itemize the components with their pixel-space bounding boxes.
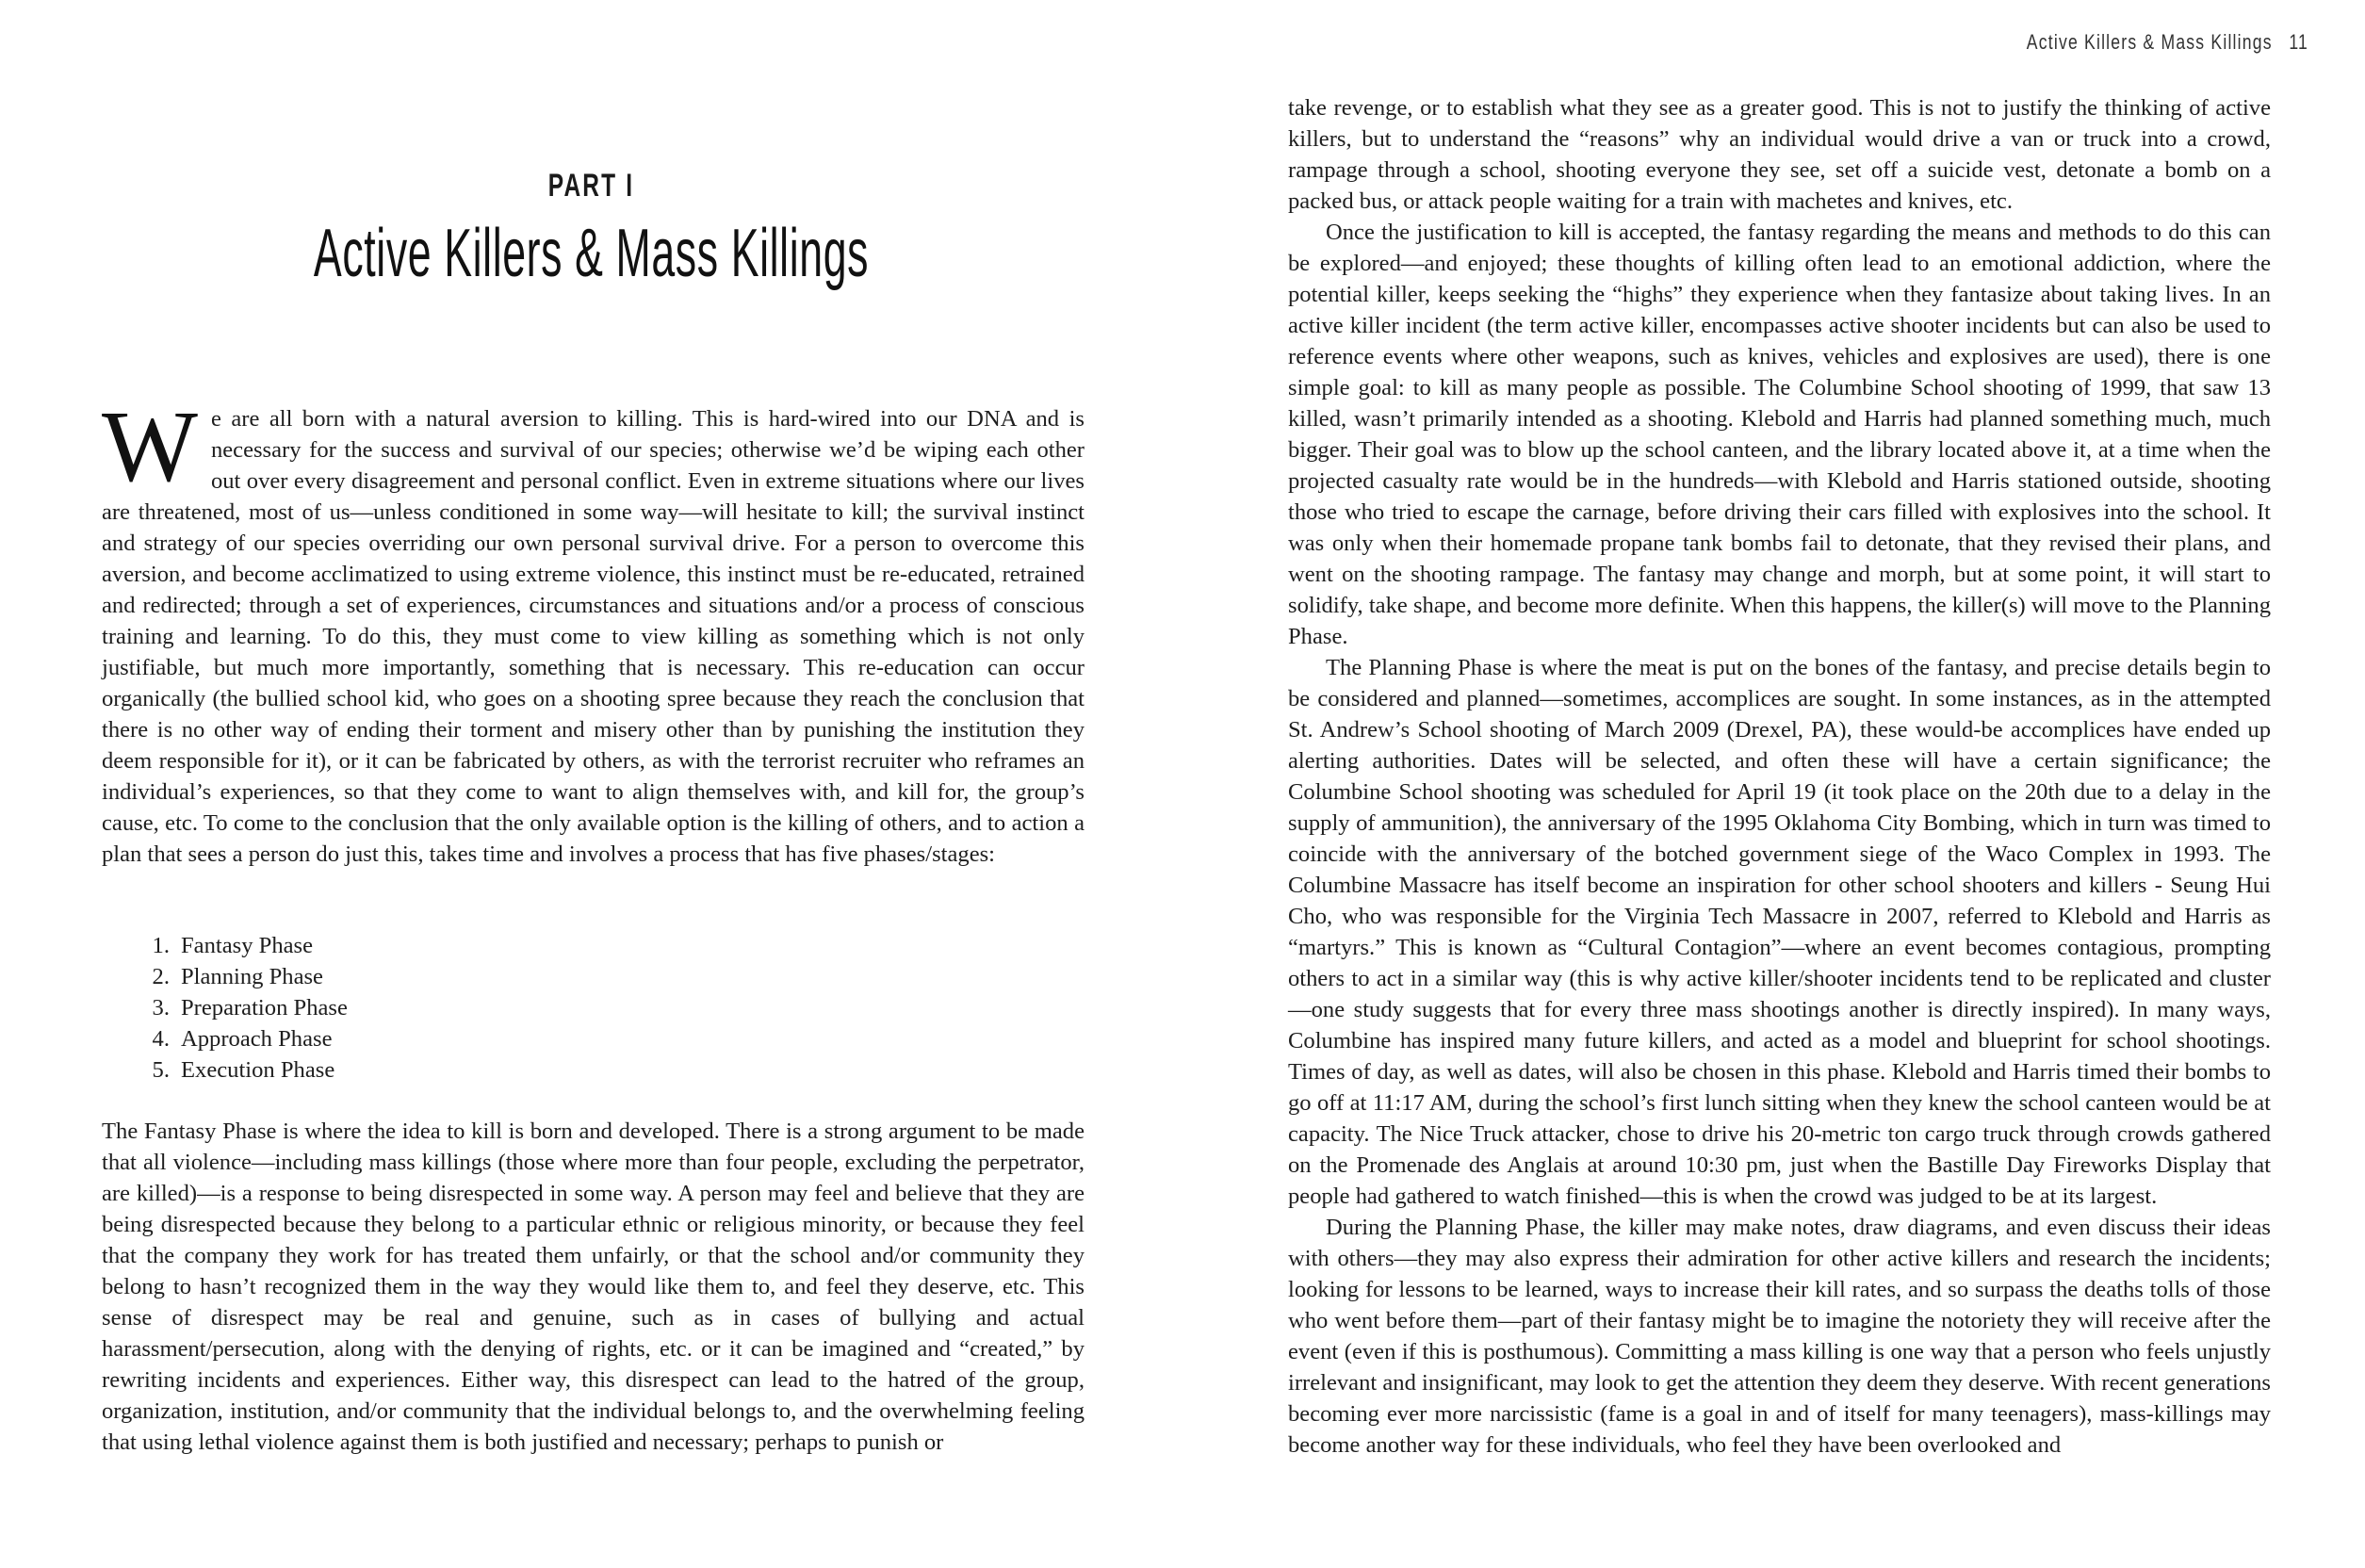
fantasy-paragraph: The Fantasy Phase is where the idea to kill is born and developed. There is a strong argument to be made that all violence—including mass killings (those where more than four people, excluding the perpetrator, are killed)—is a response to being disrespected in some way. A person may feel and believe that they are being disrespected because they belong to a particular ethnic or religious minority, or because they feel that the company they work for has treated them unfairly, or that the school and/or community they belong to hasn’t recognized them in the way they would like them to, and feel they deserve, etc. This sense of disrespect may be real and genuine, such as in cases of bullying and actual harassment/persecution, along with the denying of rights, etc. or it can be imagined and “created,” by rewriting incidents and experiences. Either way, this disrespect can lead to the hatred of the group, organization, institution, and/or community that the individual belongs to, and the overwhelming feeling that using lethal violence against them is both justified and necessary; perhaps to punish or xyxy=(102,1119,1085,1455)
paragraph: During the Planning Phase, the killer may make notes, draw diagrams, and even discuss their ideas with others—they may also express their admiration for other active killers and research the incidents; looking for lessons to be learned, ways to increase their kill rates, and so surpass the deaths tolls of those who went before them—part of their fantasy might be to imagine the notoriety they will receive after the event (even if this is posthumous). Committing a mass killing is one way that a person who feels unjustly irrelevant and insignificant, may look to get the attention they deem they deserve. With recent generations becoming ever more narcissistic (fame is a goal in and of itself for many teenagers), mass-killings may become another way for these individuals, who feel they have been overlooked and xyxy=(1288,1215,2271,1458)
list-item: 1. Fantasy Phase xyxy=(152,933,314,958)
intro-paragraph xyxy=(102,391,1085,870)
part-title: Active Killers & Mass Killings xyxy=(313,216,870,291)
paragraph: Once the justification to kill is accepted, the fantasy regarding the means and methods to do this can be explored—and enjoyed; these thoughts of killing often lead to an emotional addiction, where the potential killer, keeps seeking the “highs” they experience when they fantasize about taking lives. In an active killer incident (the term active killer, encompasses active shooter incidents but can also be used to reference events where other weapons, such as knives, vehicles and explosives are used), there is one simple goal: to kill as many people as possible. The Columbine School shooting of 1999, that saw 13 killed, wasn’t primarily intended as a shooting. Klebold and Harris had planned something much, much bigger. Their goal was to blow up the school canteen, and the library located above it, at a time when the projected casualty rate would be in the hundreds—with Klebold and Harris stationed outside, shooting those who tried to escape the carnage, before driving their cars filled with explosives into the school. It was only when their homemade propane tank bombs fail to detonate, that they revised their plans, and went on the shooting rampage. The fantasy may change and morph, but at some point, it will start to solidify, take shape, and become more definite. When this happens, the killer(s) will move to the Planning Phase. xyxy=(1288,220,2271,649)
right-page xyxy=(1182,0,2365,1568)
left-page xyxy=(0,0,1182,1568)
running-head-title: Active Killers & Mass Killings xyxy=(2026,30,2273,54)
phase-list xyxy=(102,930,348,1086)
right-column xyxy=(1288,92,2271,1461)
list-item: 2. Planning Phase xyxy=(152,964,323,989)
list-item: 4. Approach Phase xyxy=(152,1026,333,1052)
list-item: 3. Preparation Phase xyxy=(152,995,348,1021)
part-label: PART I xyxy=(547,168,635,204)
dropcap: W xyxy=(102,391,198,503)
intro-text: e are all born with a natural aversion to killing. This is hard-wired into our DNA and is necessary for the success and survival of our species; otherwise we’d be wiping each other out over every disagreement and personal conflict. Even in extreme situations where our lives are threatened, most of us—unless conditioned in some way—will hesitate to kill; the survival instinct and strategy of our species overriding our own personal survival drive. For a person to overcome this aversion, and become acclimatized to using extreme violence, this instinct must be re-educated, retrained and redirected; through a set of experiences, circumstances and situations and/or a process of conscious training and learning. To do this, they must come to view killing as something which is not only justifiable, but much more importantly, something that is necessary. This re-education can occur organically (the bullied school kid, who goes on a shooting spree because they reach the conclusion that there is no other way of ending their torment and misery other than by punishing the institution they deem responsible for it), or it can be fabricated by others, as with the terrorist recruiter who reframes an individual’s experiences, so that they come to want to align themselves with, and kill for, the group’s cause, etc. To come to the conclusion that the only available option is the killing of others, and to action a plan that sees a person do just this, takes time and involves a process that has five phases/stages: xyxy=(102,406,1085,867)
page-number: 11 xyxy=(2289,30,2308,54)
paragraph: take revenge, or to establish what they see as a greater good. This is not to justify the thinking of active killers, but to understand the “reasons” why an individual would drive a van or truck into a crowd, rampage through a school, shooting everyone they see, set off a suicide vest, detonate a bomb on a packed bus, or attack people waiting for a train with machetes and knives, etc. xyxy=(1288,95,2271,214)
list-item: 5. Execution Phase xyxy=(152,1057,335,1083)
running-head xyxy=(2027,30,2308,55)
paragraph: The Planning Phase is where the meat is put on the bones of the fantasy, and precise details begin to be considered and planned—sometimes, accomplices are sought. In some instances, as in the attempted St. Andrew’s School shooting of March 2009 (Drexel, PA), these would-be accomplices have ended up alerting authorities. Dates will be selected, and often these will have a certain significance; the Columbine School shooting was scheduled for April 19 (it took place on the 20th due to a delay in the supply of ammunition), the anniversary of the 1995 Oklahoma City Bombing, which in turn was timed to coincide with the anniversary of the botched government siege of the Waco Complex in 1993. The Columbine Massacre has itself become an inspiration for other school shooters and killers - Seung Hui Cho, who was responsible for the Virginia Tech Massacre in 2007, referred to Klebold and Harris as “martyrs.” This is known as “Cultural Contagion”—where an event becomes contagious, prompting others to act in a similar way (this is why active killer/shooter incidents tend to be replicated and cluster—one study suggests that for every three mass shootings another is directly inspired). In many ways, Columbine has inspired many future killers, and acted as a model and blueprint for school shootings. Times of day, as well as dates, will also be chosen in this phase. Klebold and Harris timed their bombs to go off at 11:17 AM, during the school’s first lunch sitting when they knew the school canteen would be at capacity. The Nice Truck attacker, chose to drive his 20-metric ton cargo truck through crowds gathered on the Promenade des Anglais at around 10:30 pm, just when the Bastille Day Fireworks Display that people had gathered to watch finished—this is when the crowd was judged to be at its largest. xyxy=(1288,655,2271,1209)
